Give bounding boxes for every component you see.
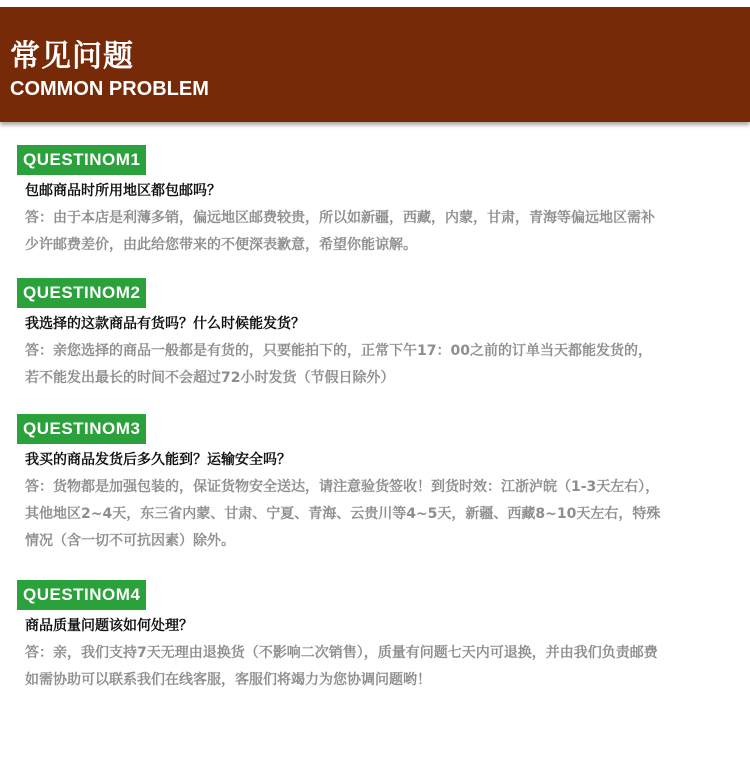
answer-line: 情况（含一切不可抗因素）除外。: [25, 533, 235, 549]
question-tag: QUESTINOM1: [17, 145, 146, 175]
page-subtitle: COMMON PROBLEM: [10, 78, 209, 100]
answer-line: 若不能发出最长的时间不会超过72小时发货（节假日除外）: [25, 370, 395, 386]
question-text: 我选择的这款商品有货吗？什么时候能发货？: [25, 316, 305, 332]
answer-line: 答：亲您选择的商品一般都是有货的，只要能拍下的，正常下午17：00之前的订单当天都能发货的，: [25, 343, 652, 359]
question-text: 包邮商品时所用地区都包邮吗？: [25, 183, 221, 199]
answer-text: [25, 474, 730, 555]
answer-line: 其他地区2~4天，东三省内蒙、甘肃、宁夏、青海、云贵川等4~5天，新疆、西藏8~10天左右，特殊: [25, 506, 661, 522]
answer-line: 答：亲，我们支持7天无理由退换货（不影响二次销售），质量有问题七天内可退换，并由我们负责邮费: [25, 645, 658, 661]
answer-text: [25, 205, 730, 259]
question-tag: QUESTINOM3: [17, 414, 146, 444]
answer-line: 答：由于本店是利薄多销，偏远地区邮费较贵，所以如新疆，西藏，内蒙，甘肃，青海等偏远地区需补: [25, 210, 655, 226]
question-text: 我买的商品发货后多久能到？运输安全吗？: [25, 452, 291, 468]
question-text: 商品质量问题该如何处理？: [25, 618, 193, 634]
header-banner: [0, 0, 750, 122]
answer-line: 如需协助可以联系我们在线客服，客服们将竭力为您协调问题哟！: [25, 672, 431, 688]
answer-line: 答：货物都是加强包装的，保证货物安全送达，请注意验货签收！到货时效：江浙泸皖（1-3天左右），: [25, 479, 660, 495]
question-tag: QUESTINOM4: [17, 580, 146, 610]
page-title: 常见问题: [10, 39, 134, 74]
answer-text: [25, 338, 730, 392]
question-tag: QUESTINOM2: [17, 278, 146, 308]
answer-text: [25, 640, 730, 694]
answer-line: 少许邮费差价，由此给您带来的不便深表歉意，希望你能谅解。: [25, 237, 417, 253]
